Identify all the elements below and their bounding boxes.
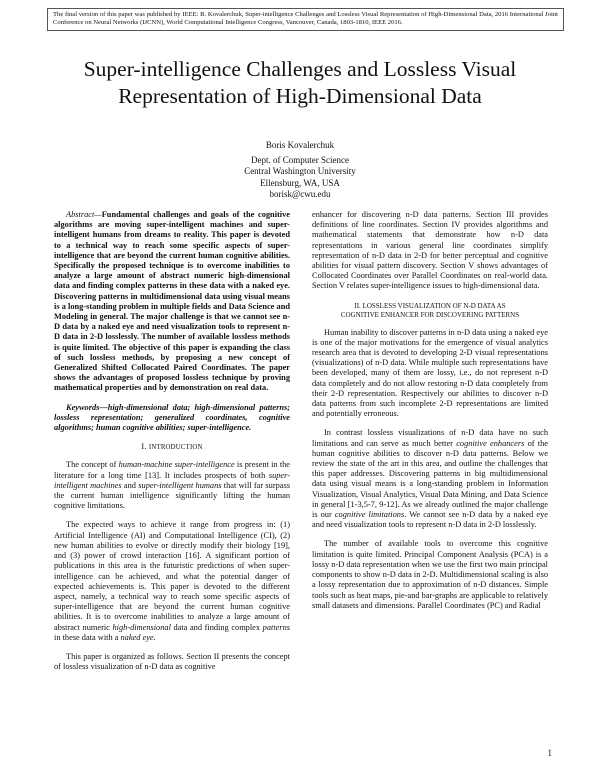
section-2-title-line-1: LOSSLESS VISUALIZATION OF N-D DATA AS <box>362 301 506 310</box>
section-1-heading <box>54 442 290 453</box>
abstract-text: Fundamental challenges and goals of the cognitive algorithms are moving super-intelligent machines and super-intelligent humans from dreams to reality. This paper is devoted to a technical way to reach some specific aspects of super-intelligence that are beyond the current human cognitive abilities. Specifically the proposed technique is to overcome inabilities to analyze a large amount of abstract numeric high-dimensional data and finding complex patterns in these data with a naked eye. Discovering patterns in multidimensional data using visual means is a long-standing problem in multiple fields and Data Science and Modeling in general. The major challenge is that we cannot see n-D data by a naked eye and need visualization tools to represent n-D data in 2-D losslessly. The number of available lossless methods is quite limited. The objective of this paper is expanding the class of such lossless methods, by proposing a new concept of Generalized Shifted Collocated Paired Coordinates. The paper shows the advantages of proposed lossless technique by proving mathematical properties and by demonstration on real data. <box>54 210 290 393</box>
author-email: borisk@cwu.edu <box>269 189 331 199</box>
intro-paragraph-2: The expected ways to achieve it range from progress in: (1) Artificial Intelligence (AI) and Computational Intelligence (CI), (2) new human abilities to evolve or directly modify their biology [19], and (3) power of crowd interaction [16]. A significant portion of publications in this area is the futuristic predictions of when super-intelligence can be achieved, and what the potential danger of expected achievements is. This paper is devoted to the different aspect, namely, a technical way to reach some specific aspects of super-intelligence that are beyond the current human cognitive abilities. It is to overcome inabilities to analyze a large amount of abstract numeric high-dimensional data and finding complex patterns in these data with a naked eye. <box>54 520 291 642</box>
section-2-number: II. <box>354 301 361 310</box>
publication-notice: The final version of this paper was published by IEEE: B. Kovalerchuk, Super-intelligence Challenges and Lossless Visual Representation of High-Dimensional Data, 2016 International Joint Conference on Neural Networks (IJCNN), World Computational Intelligence Congress, Vancouver, Canada, 1803-1810, IEEE 2016. <box>47 8 564 31</box>
abstract-lead: Abstract— <box>66 210 102 219</box>
left-column <box>54 210 290 672</box>
paper-title <box>40 56 560 110</box>
section-overview-paragraph: enhancer for discovering n-D data patterns. Section III provides definitions of line coordinates. Section IV provides algorithms and mathematical statements that demonstrate how n-D data representations in various general line coordinates simplify representation of n-D data in 2-D for better perceptual and cognitive abilities for visual pattern discovery. Section V shows advantages of Collocated Coordinates over Parallel Coordinates on real-world data. Section V relates super-intelligence issues to high-dimensional data. <box>312 210 548 291</box>
title-line-2: Representation of High-Dimensional Data <box>118 84 482 108</box>
section-2-paragraph-2: In contrast lossless visualizations of n-D data have no such limitations and can serve as much better cognitive enhancers of the human cognitive abilities to discover n-D data patterns. Below we review the state of the art in this area, and outline the challenges that this paper addresses. Discovering patterns in big multidimensional data using visual means is a long-standing problem in Information Visualization, Visual Analytics, Visual Data Mining, and Data Science in general [1-3,5-7, 9-12]. As we already outlined the major challenge is our cognitive limitations. We cannot see n-D data by a naked eye and need visualization tools to represent n-D data in 2-D losslessly. <box>312 428 549 530</box>
author-city: Ellensburg, WA, USA <box>260 177 340 188</box>
author-dept: Dept. of Computer Science <box>251 154 349 165</box>
right-column <box>312 210 548 611</box>
intro-paragraph-3: This paper is organized as follows. Section II presents the concept of lossless visualization of n-D data as cognitive <box>54 651 290 672</box>
section-1-number: I. <box>141 442 147 452</box>
section-2-paragraph-3: The number of available tools to overcome this cognitive limitation is quite limited. Principal Component Analysis (PCA) is a lossy n-D data representation when we use the first two main principal components to show n-D data in 2-D. Multidimensional scaling is also a lossy representation due to approximation of n-D distances. Simple tools such as heat maps, pie-and bar-graphs are applicable to relatively small datasets and dimensions. Parallel Coordinates (PC) and Radial <box>312 539 548 610</box>
author-name: Boris Kovalerchuk <box>265 140 335 150</box>
section-2-paragraph-1: Human inability to discover patterns in n-D data using a naked eye is one of the major motivations for the emergence of visual analytics research area that is devoted to developing 2-D visual representations (visualizations) of n-D data. While multiple such representations have been developed, many of them are lossy, i.e., do not represent n-D data completely and do not allow restoring n-D data completely from their 2-D representation. Respectively our abilities to discover n-D data patterns from such incomplete 2-D representations are limited and potentially erroneous. <box>312 327 548 419</box>
section-2-title-line-2: COGNITIVE ENHANCER FOR DISCOVERING PATTERNS <box>340 310 520 319</box>
author-university: Central Washington University <box>244 166 356 176</box>
author-block <box>150 140 450 201</box>
keywords: Keywords—high-dimensional data; high-dimensional patterns; lossless representation; generalized coordinates, cognitive algorithms; human cognitive abilities; super-intelligence. <box>54 402 290 433</box>
page-number: 1 <box>547 748 552 758</box>
intro-paragraph-1: The concept of human-machine super-intelligence is present in the literature for a long time [13]. It includes prospects of both super-intelligent machines and super-intelligent humans that will far surpass the current human intelligence significantly lifting the human cognitive limitations. <box>54 460 291 511</box>
title-line-1: Super-intelligence Challenges and Lossless Visual <box>83 57 517 81</box>
section-1-title: INTRODUCTION <box>148 444 203 452</box>
abstract <box>54 210 290 394</box>
section-2-heading <box>312 302 548 320</box>
